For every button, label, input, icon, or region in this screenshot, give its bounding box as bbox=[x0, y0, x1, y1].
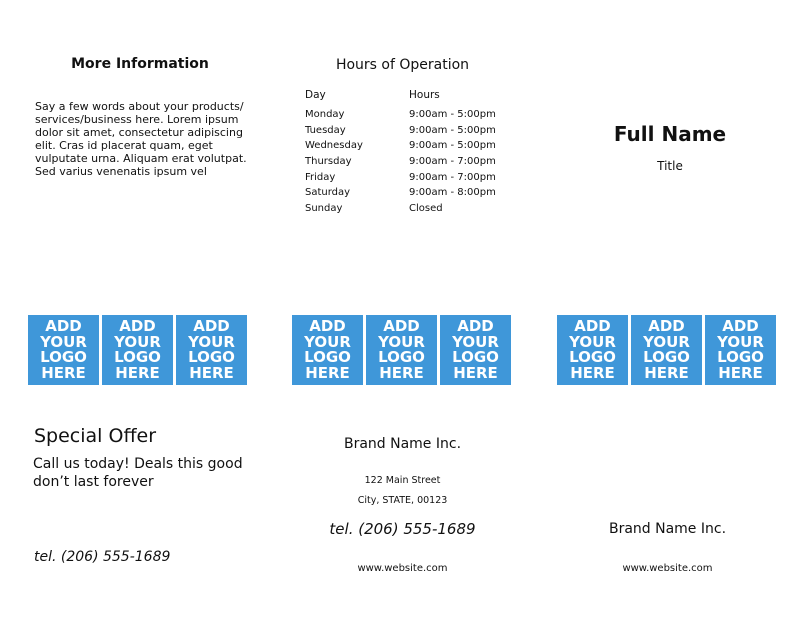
hours-table bbox=[305, 87, 505, 216]
hours-day: Monday bbox=[305, 109, 345, 121]
special-offer-title: Special Offer bbox=[34, 425, 157, 447]
logo-group-left bbox=[28, 315, 247, 385]
more-info-body: Say a few words about your products/ services/business here. Lorem ipsum dolor sit amet, consectetur adipiscing elit. Cras id placerat quam, eget vulputate urna. Aliquam erat volutpat. Sed varius venenatis ipsum vel bbox=[35, 100, 247, 178]
logo-placeholder: ADD YOUR LOGO HERE bbox=[102, 315, 173, 385]
hours-header-row bbox=[305, 87, 505, 107]
logo-placeholder: ADD YOUR LOGO HERE bbox=[176, 315, 247, 385]
hours-time: 9:00am - 5:00pm bbox=[409, 124, 496, 136]
logo-placeholder: ADD YOUR LOGO HERE bbox=[28, 315, 99, 385]
hours-row bbox=[305, 154, 505, 170]
more-info-title: More Information bbox=[71, 56, 209, 72]
street-address: 122 Main Street bbox=[364, 475, 441, 486]
hours-header-hours: Hours bbox=[409, 89, 440, 101]
hours-row bbox=[305, 201, 505, 217]
hours-time: 9:00am - 5:00pm bbox=[409, 109, 496, 121]
hours-row bbox=[305, 138, 505, 154]
brand-name-right: Brand Name Inc. bbox=[608, 521, 727, 537]
person-title: Title bbox=[657, 159, 683, 173]
logo-placeholder: ADD YOUR LOGO HERE bbox=[705, 315, 776, 385]
hours-day: Tuesday bbox=[305, 124, 346, 136]
logo-placeholder: ADD YOUR LOGO HERE bbox=[557, 315, 628, 385]
city-state-zip: City, STATE, 00123 bbox=[357, 495, 448, 506]
logo-group-center bbox=[292, 315, 511, 385]
hours-row bbox=[305, 169, 505, 185]
hours-header-day: Day bbox=[305, 89, 326, 101]
hours-title: Hours of Operation bbox=[335, 57, 470, 73]
hours-time: 9:00am - 7:00pm bbox=[409, 156, 496, 168]
hours-time: 9:00am - 7:00pm bbox=[409, 171, 496, 183]
hours-time: 9:00am - 5:00pm bbox=[409, 140, 496, 152]
hours-time: Closed bbox=[409, 202, 443, 214]
hours-day: Saturday bbox=[305, 187, 351, 199]
center-phone: tel. (206) 555-1689 bbox=[329, 520, 476, 538]
full-name: Full Name bbox=[613, 122, 727, 146]
logo-placeholder: ADD YOUR LOGO HERE bbox=[631, 315, 702, 385]
logo-placeholder: ADD YOUR LOGO HERE bbox=[366, 315, 437, 385]
special-offer-body: Call us today! Deals this good don’t last forever bbox=[33, 456, 243, 490]
hours-day: Friday bbox=[305, 171, 336, 183]
brand-name-center: Brand Name Inc. bbox=[343, 436, 462, 452]
hours-day: Sunday bbox=[305, 202, 343, 214]
logo-group-right bbox=[557, 315, 776, 385]
logo-placeholder: ADD YOUR LOGO HERE bbox=[292, 315, 363, 385]
hours-row bbox=[305, 107, 505, 123]
right-website: www.website.com bbox=[622, 563, 713, 574]
offer-phone: tel. (206) 555-1689 bbox=[34, 549, 171, 565]
hours-time: 9:00am - 8:00pm bbox=[409, 187, 496, 199]
hours-day: Thursday bbox=[305, 156, 352, 168]
logo-placeholder: ADD YOUR LOGO HERE bbox=[440, 315, 511, 385]
hours-row bbox=[305, 185, 505, 201]
center-website: www.website.com bbox=[357, 563, 448, 574]
hours-day: Wednesday bbox=[305, 140, 363, 152]
hours-row bbox=[305, 123, 505, 139]
